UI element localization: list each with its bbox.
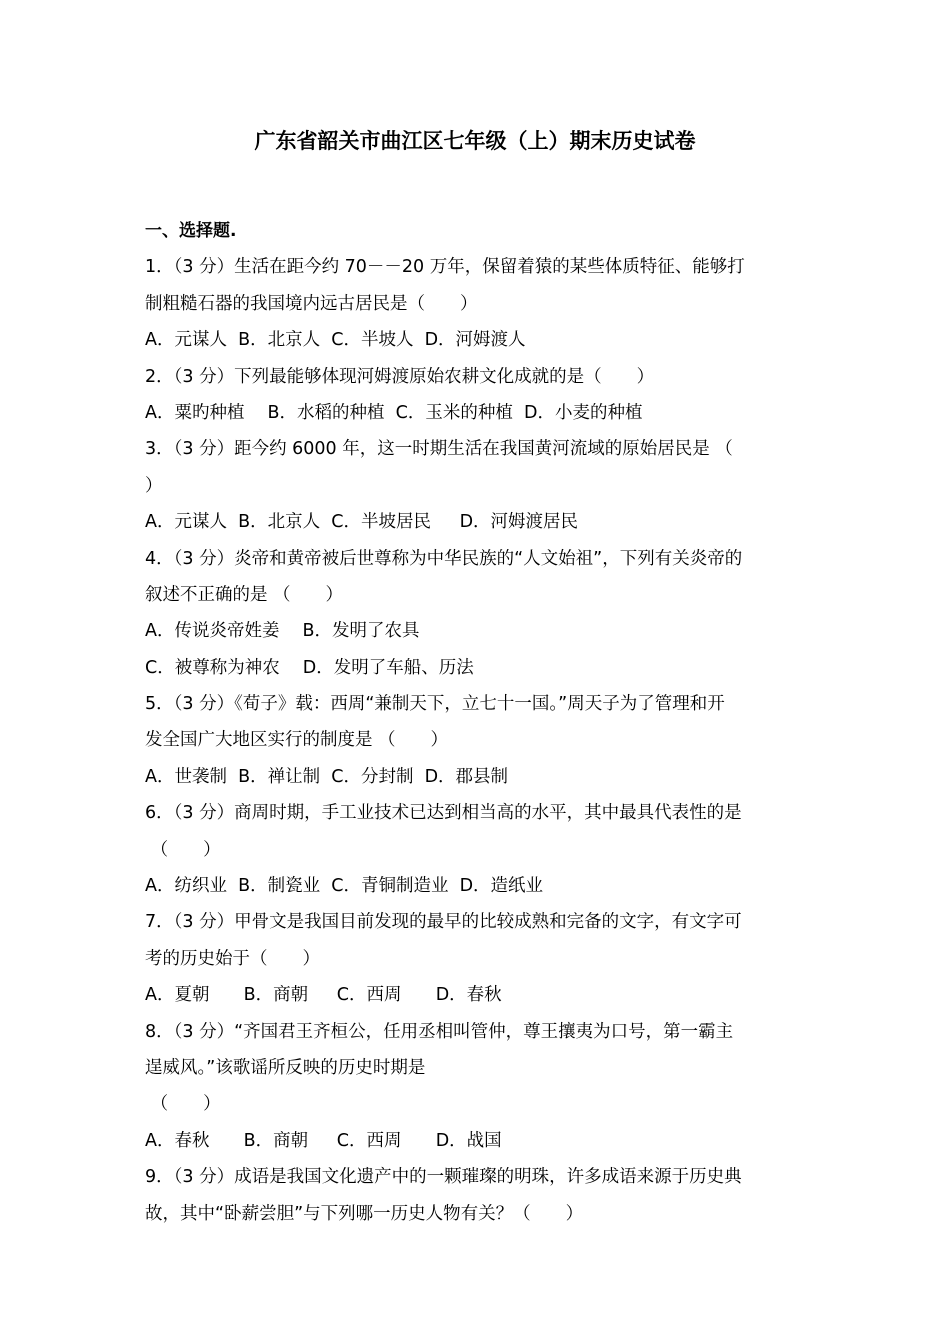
question-line: 故，其中“卧薪尝胆”与下列哪一历史人物有关？（ ）: [145, 1203, 584, 1224]
question-line: 9．（3 分）成语是我国文化遗产中的一颗璀璨的明珠，许多成语来源于历史典: [145, 1167, 742, 1188]
question-line: 3．（3 分）距今约 6000 年，这一时期生活在我国黄河流域的原始居民是 （: [145, 439, 733, 460]
question-line: 制粗糙石器的我国境内远古居民是（ ）: [145, 293, 478, 314]
answer-options: A．传说炎帝姓姜 B．发明了农具: [145, 621, 420, 642]
question-line: 1．（3 分）生活在距今约 70－－20 万年，保留着猿的某些体质特征、能够打: [145, 257, 745, 278]
question-line: 5．（3 分）《荀子》载：西周“兼制天下，立七十一国。”周天子为了管理和开: [145, 694, 725, 715]
question-line: 叙述不正确的是 （ ）: [145, 584, 344, 605]
answer-options: A．元谋人 B．北京人 C．半坡居民 D．河姆渡居民: [145, 512, 579, 533]
question-line: （ ）: [145, 1094, 221, 1115]
question-line: （ ）: [145, 839, 221, 860]
question-line: 8．（3 分）“齐国君王齐桓公，任用丞相叫管仲，尊王攘夷为口号，第一霸主: [145, 1021, 734, 1042]
question-line: 6．（3 分）商周时期，手工业技术已达到相当高的水平，其中最具代表性的是: [145, 803, 742, 824]
question-list: [145, 213, 810, 1232]
question-line: ）: [145, 475, 163, 496]
answer-options: A．粟旳种植 B．水稻的种植 C．玉米的种植 D．小麦的种植: [145, 402, 643, 423]
question-line: 7．（3 分）甲骨文是我国目前发现的最早的比较成熟和完备的文字，有文字可: [145, 912, 742, 933]
answer-options: A．纺织业 B．制瓷业 C．青铜制造业 D．造纸业: [145, 876, 544, 897]
question-line: 发全国广大地区实行的制度是 （ ）: [145, 730, 449, 751]
exam-title: 广东省韶关市曲江区七年级（上）期末历史试卷: [254, 129, 696, 153]
answer-options: A．世袭制 B．禅让制 C．分封制 D．郡县制: [145, 766, 509, 787]
question-line: 考的历史始于（ ）: [145, 948, 320, 969]
answer-options: A．夏朝 B．商朝 C．西周 D．春秋: [145, 985, 502, 1006]
answer-options: A．元谋人 B．北京人 C．半坡人 D．河姆渡人: [145, 330, 526, 351]
section-heading: 一、选择题.: [145, 221, 237, 241]
question-line: 2．（3 分）下列最能够体现河姆渡原始农耕文化成就的是（ ）: [145, 366, 655, 387]
answer-options: A．春秋 B．商朝 C．西周 D．战国: [145, 1130, 502, 1151]
answer-options: C．被尊称为神农 D．发明了车船、历法: [145, 657, 474, 678]
question-line: 4．（3 分）炎帝和黄帝被后世尊称为中华民族的“人文始祖”，下列有关炎帝的: [145, 548, 743, 569]
question-line: 逞威风。”该歌谣所反映的历史时期是: [145, 1057, 426, 1078]
